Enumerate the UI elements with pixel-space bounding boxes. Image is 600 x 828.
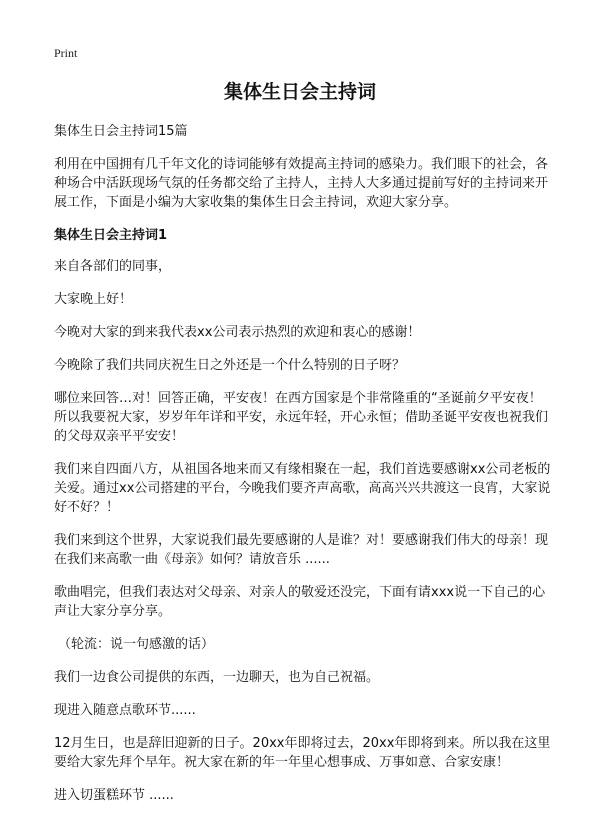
- paragraph: 现进入随意点歌环节......: [54, 703, 196, 718]
- page-title: 集体生日会主持词: [223, 81, 376, 103]
- paragraph: 进入切蛋糕环节 ......: [54, 788, 174, 803]
- paragraph: 歌曲唱完，但我们表达对父母亲、对亲人的敬爱还没完，下面有请xxx说一下自己的心声让大家分享分享。: [54, 585, 546, 619]
- section-heading: 集体生日会主持词1: [54, 228, 168, 243]
- intro-paragraph: 利用在中国拥有几千年文化的诗词能够有效提高主持词的感染力。我们眼下的社会，各种场合中活跃现场气氛的任务都交给了主持人，主持人大多通过提前写好的主持词来开展工作，下面是小编为大家收集的集体生日会主持词，欢迎大家分享。: [54, 157, 549, 210]
- article-body: [54, 122, 554, 819]
- paragraph: 我们来自四面八方，从祖国各地来而又有缘相聚在一起，我们首选要感谢xx公司老板的关爱。通过xx公司搭建的平台，今晚我们要齐声高歌，高高兴兴共渡这一良宵，大家说好不好？！: [54, 462, 551, 515]
- paragraph: 我们一边食公司提供的东西，一边聊天，也为自己祝福。: [54, 670, 380, 685]
- paragraph: 哪位来回答…对！回答正确，平安夜！在西方国家是个非常隆重的“圣诞前夕平安夜！所以我要祝大家，岁岁年年详和平安，永远年轻，开心永恒；借助圣诞平安夜也祝我们的父母双亲平平安安！: [54, 391, 549, 444]
- paragraph: 今晚除了我们共同庆祝生日之外还是一个什么特别的日子呀？: [54, 358, 406, 373]
- print-link[interactable]: Print: [54, 46, 78, 60]
- paragraph: 大家晚上好！: [54, 292, 133, 307]
- document-subtitle: 集体生日会主持词15篇: [54, 124, 188, 139]
- paragraph: 今晚对大家的到来我代表xx公司表示热烈的欢迎和衷心的感谢！: [54, 325, 421, 340]
- paragraph: （轮流：说一句感激的话）: [58, 637, 215, 652]
- paragraph: 来自各部们的同事，: [54, 259, 172, 274]
- paragraph: 我们来到这个世界，大家说我们最先要感谢的人是谁？对！要感谢我们伟大的母亲！现在我们来高歌一曲《母亲》如何？请放音乐 ......: [54, 533, 549, 567]
- paragraph: 12月生日，也是辞旧迎新的日子。20xx年即将过去，20xx年即将到来。所以我在这里要给大家先拜个早年。祝大家在新的年一年里心想事成、万事如意、合家安康！: [54, 736, 551, 770]
